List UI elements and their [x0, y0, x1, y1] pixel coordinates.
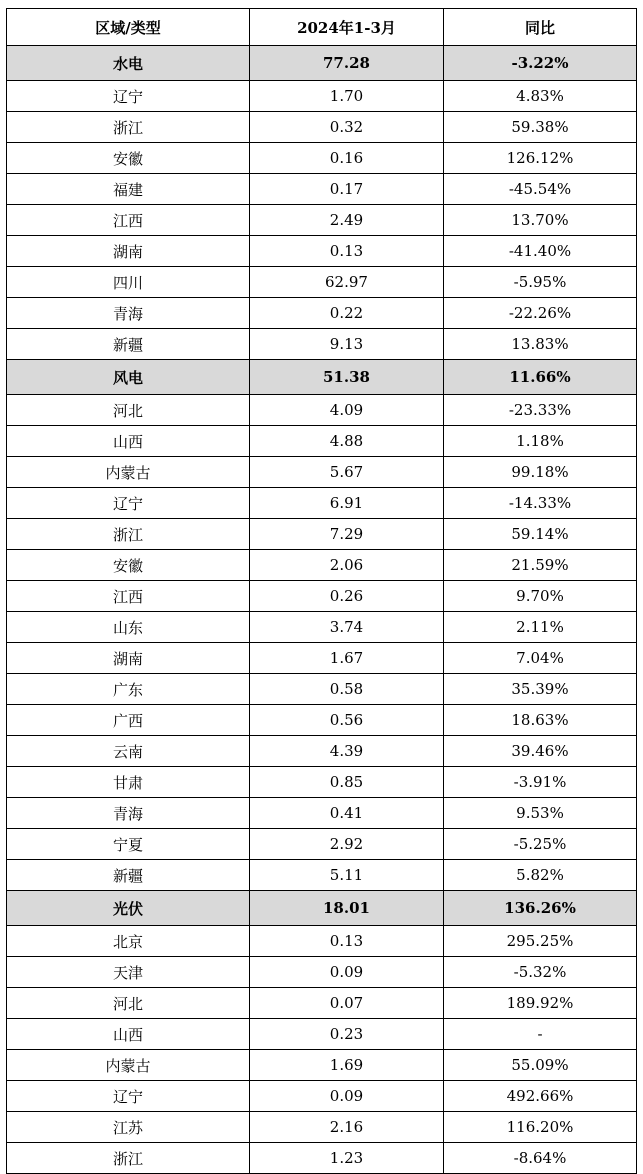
- yoy-cell: 4.83%: [444, 81, 637, 112]
- table-row: [7, 1050, 637, 1081]
- yoy-cell: 39.46%: [444, 736, 637, 767]
- section-value: 51.38: [250, 360, 444, 395]
- table-row: [7, 988, 637, 1019]
- region-cell: 湖南: [7, 643, 250, 674]
- table-row: [7, 174, 637, 205]
- region-cell: 浙江: [7, 1143, 250, 1174]
- yoy-cell: 9.53%: [444, 798, 637, 829]
- region-cell: 浙江: [7, 519, 250, 550]
- value-cell: 62.97: [250, 267, 444, 298]
- region-cell: 新疆: [7, 329, 250, 360]
- yoy-cell: -45.54%: [444, 174, 637, 205]
- value-cell: 1.70: [250, 81, 444, 112]
- table-row: [7, 81, 637, 112]
- region-cell: 内蒙古: [7, 457, 250, 488]
- table-row: [7, 767, 637, 798]
- region-cell: 江西: [7, 581, 250, 612]
- yoy-cell: 13.70%: [444, 205, 637, 236]
- yoy-cell: 21.59%: [444, 550, 637, 581]
- region-cell: 湖南: [7, 236, 250, 267]
- table-row: [7, 457, 637, 488]
- table-row: [7, 1112, 637, 1143]
- table-row: [7, 519, 637, 550]
- region-cell: 甘肃: [7, 767, 250, 798]
- region-cell: 江苏: [7, 1112, 250, 1143]
- section-name: 风电: [7, 360, 250, 395]
- yoy-cell: -: [444, 1019, 637, 1050]
- yoy-cell: 492.66%: [444, 1081, 637, 1112]
- table-row: [7, 612, 637, 643]
- value-cell: 0.41: [250, 798, 444, 829]
- yoy-cell: 55.09%: [444, 1050, 637, 1081]
- value-cell: 0.13: [250, 926, 444, 957]
- section-value: 18.01: [250, 891, 444, 926]
- yoy-cell: 116.20%: [444, 1112, 637, 1143]
- table-row: [7, 926, 637, 957]
- region-cell: 江西: [7, 205, 250, 236]
- table-row: [7, 329, 637, 360]
- value-cell: 3.74: [250, 612, 444, 643]
- yoy-cell: 2.11%: [444, 612, 637, 643]
- yoy-cell: -5.32%: [444, 957, 637, 988]
- value-cell: 6.91: [250, 488, 444, 519]
- yoy-cell: 18.63%: [444, 705, 637, 736]
- table-row: [7, 860, 637, 891]
- value-cell: 0.16: [250, 143, 444, 174]
- yoy-cell: 7.04%: [444, 643, 637, 674]
- value-cell: 4.39: [250, 736, 444, 767]
- header-row: [7, 9, 637, 46]
- generation-table: [6, 8, 637, 1174]
- region-cell: 广东: [7, 674, 250, 705]
- table-row: [7, 550, 637, 581]
- section-row: [7, 46, 637, 81]
- region-cell: 新疆: [7, 860, 250, 891]
- section-value: 77.28: [250, 46, 444, 81]
- table-body: [7, 46, 637, 1174]
- value-cell: 4.09: [250, 395, 444, 426]
- yoy-cell: 9.70%: [444, 581, 637, 612]
- value-cell: 2.49: [250, 205, 444, 236]
- table-row: [7, 236, 637, 267]
- region-cell: 辽宁: [7, 488, 250, 519]
- table-row: [7, 488, 637, 519]
- region-cell: 青海: [7, 298, 250, 329]
- table-row: [7, 1019, 637, 1050]
- table-row: [7, 705, 637, 736]
- region-cell: 宁夏: [7, 829, 250, 860]
- region-cell: 北京: [7, 926, 250, 957]
- yoy-cell: 13.83%: [444, 329, 637, 360]
- section-row: [7, 891, 637, 926]
- section-yoy: -3.22%: [444, 46, 637, 81]
- value-cell: 0.22: [250, 298, 444, 329]
- value-cell: 0.23: [250, 1019, 444, 1050]
- region-cell: 浙江: [7, 112, 250, 143]
- region-cell: 青海: [7, 798, 250, 829]
- table-row: [7, 957, 637, 988]
- region-cell: 山西: [7, 1019, 250, 1050]
- value-cell: 0.13: [250, 236, 444, 267]
- yoy-cell: -41.40%: [444, 236, 637, 267]
- value-cell: 1.67: [250, 643, 444, 674]
- table-row: [7, 267, 637, 298]
- region-cell: 云南: [7, 736, 250, 767]
- value-cell: 9.13: [250, 329, 444, 360]
- section-name: 光伏: [7, 891, 250, 926]
- value-cell: 0.58: [250, 674, 444, 705]
- region-cell: 河北: [7, 988, 250, 1019]
- table-row: [7, 798, 637, 829]
- value-cell: 2.06: [250, 550, 444, 581]
- value-cell: 5.67: [250, 457, 444, 488]
- value-cell: 2.16: [250, 1112, 444, 1143]
- value-cell: 4.88: [250, 426, 444, 457]
- value-cell: 0.17: [250, 174, 444, 205]
- yoy-cell: 99.18%: [444, 457, 637, 488]
- region-cell: 广西: [7, 705, 250, 736]
- table-row: [7, 205, 637, 236]
- yoy-cell: 189.92%: [444, 988, 637, 1019]
- yoy-cell: 295.25%: [444, 926, 637, 957]
- table-row: [7, 143, 637, 174]
- region-cell: 内蒙古: [7, 1050, 250, 1081]
- yoy-cell: 59.38%: [444, 112, 637, 143]
- table-row: [7, 298, 637, 329]
- header-region: 区域/类型: [7, 9, 250, 46]
- yoy-cell: 126.12%: [444, 143, 637, 174]
- header-period: 2024年1-3月: [250, 9, 444, 46]
- section-yoy: 11.66%: [444, 360, 637, 395]
- yoy-cell: -5.95%: [444, 267, 637, 298]
- yoy-cell: 5.82%: [444, 860, 637, 891]
- value-cell: 1.23: [250, 1143, 444, 1174]
- yoy-cell: 1.18%: [444, 426, 637, 457]
- table-row: [7, 395, 637, 426]
- table-row: [7, 1143, 637, 1174]
- yoy-cell: 35.39%: [444, 674, 637, 705]
- table-row: [7, 1081, 637, 1112]
- value-cell: 2.92: [250, 829, 444, 860]
- table-row: [7, 581, 637, 612]
- yoy-cell: -8.64%: [444, 1143, 637, 1174]
- region-cell: 安徽: [7, 143, 250, 174]
- value-cell: 0.07: [250, 988, 444, 1019]
- yoy-cell: 59.14%: [444, 519, 637, 550]
- region-cell: 河北: [7, 395, 250, 426]
- table-row: [7, 112, 637, 143]
- value-cell: 0.85: [250, 767, 444, 798]
- region-cell: 安徽: [7, 550, 250, 581]
- yoy-cell: -5.25%: [444, 829, 637, 860]
- yoy-cell: -23.33%: [444, 395, 637, 426]
- value-cell: 0.32: [250, 112, 444, 143]
- value-cell: 0.26: [250, 581, 444, 612]
- section-yoy: 136.26%: [444, 891, 637, 926]
- table-row: [7, 736, 637, 767]
- value-cell: 7.29: [250, 519, 444, 550]
- table-row: [7, 674, 637, 705]
- section-row: [7, 360, 637, 395]
- section-name: 水电: [7, 46, 250, 81]
- region-cell: 福建: [7, 174, 250, 205]
- header-yoy: 同比: [444, 9, 637, 46]
- region-cell: 天津: [7, 957, 250, 988]
- table-row: [7, 426, 637, 457]
- yoy-cell: -14.33%: [444, 488, 637, 519]
- region-cell: 辽宁: [7, 1081, 250, 1112]
- region-cell: 辽宁: [7, 81, 250, 112]
- table-row: [7, 829, 637, 860]
- value-cell: 0.56: [250, 705, 444, 736]
- value-cell: 0.09: [250, 957, 444, 988]
- table-row: [7, 643, 637, 674]
- yoy-cell: -3.91%: [444, 767, 637, 798]
- value-cell: 0.09: [250, 1081, 444, 1112]
- region-cell: 山西: [7, 426, 250, 457]
- value-cell: 5.11: [250, 860, 444, 891]
- value-cell: 1.69: [250, 1050, 444, 1081]
- region-cell: 四川: [7, 267, 250, 298]
- yoy-cell: -22.26%: [444, 298, 637, 329]
- region-cell: 山东: [7, 612, 250, 643]
